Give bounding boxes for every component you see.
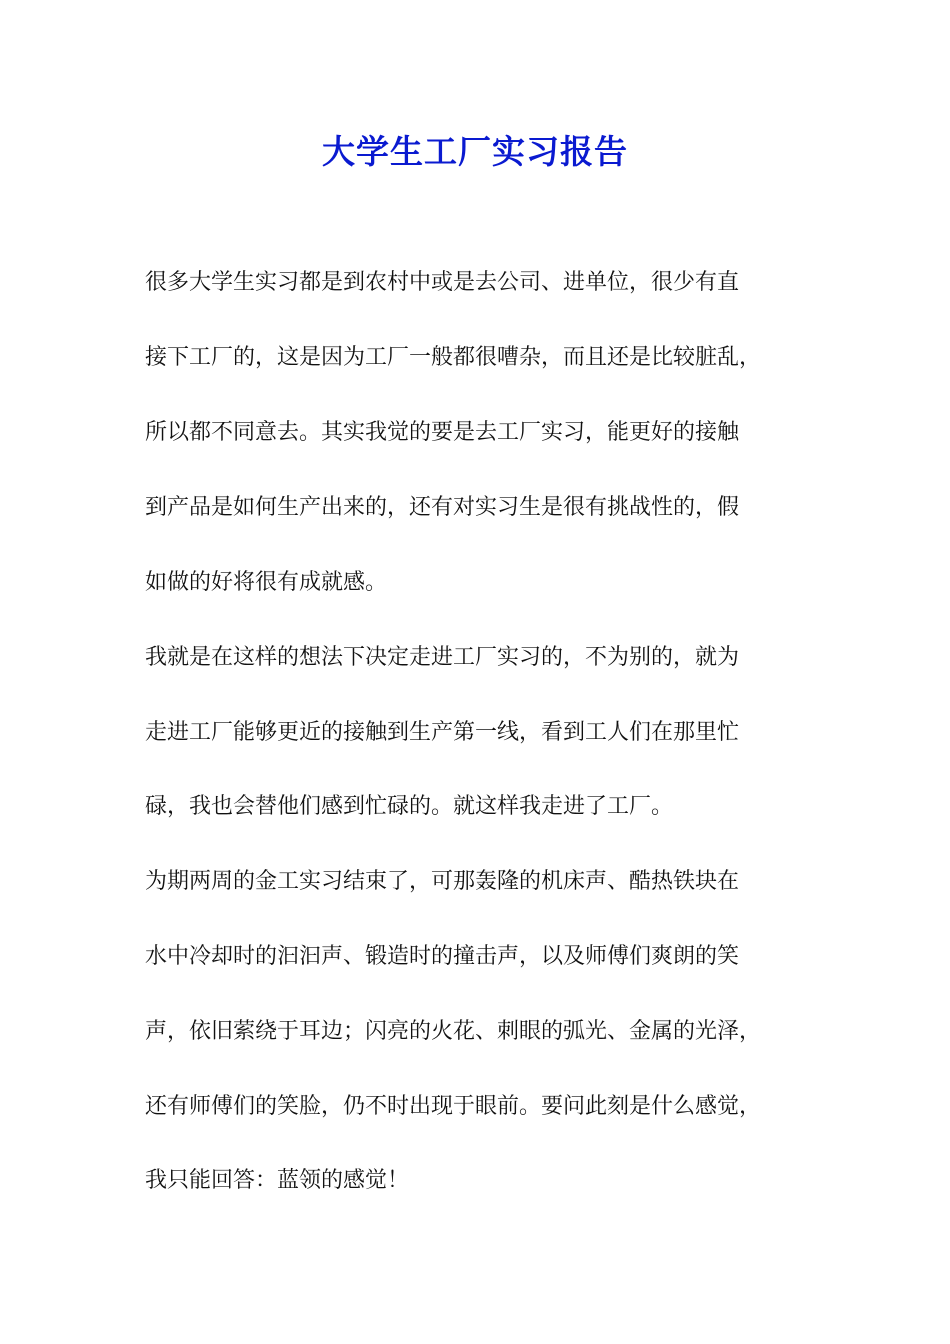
paragraph-1-line-5: 如做的好将很有成就感。 bbox=[145, 570, 388, 595]
paragraph-3-line-1: 为期两周的金工实习结束了，可那轰隆的机床声、酷热铁块在 bbox=[145, 869, 740, 894]
paragraph-3-line-2: 水中冷却时的汩汩声、锻造时的撞击声，以及师傅们爽朗的笑 bbox=[145, 944, 740, 969]
paragraph-1-line-3: 所以都不同意去。其实我觉的要是去工厂实习，能更好的接触 bbox=[145, 420, 740, 445]
paragraph-3-line-3: 声，依旧萦绕于耳边；闪亮的火花、刺眼的弧光、金属的光泽， bbox=[145, 1019, 762, 1044]
paragraph-1-line-2: 接下工厂的，这是因为工厂一般都很嘈杂，而且还是比较脏乱， bbox=[145, 345, 762, 370]
paragraph-1-line-4: 到产品是如何生产出来的，还有对实习生是很有挑战性的，假 bbox=[145, 495, 740, 520]
paragraph-3-line-4: 还有师傅们的笑脸，仍不时出现于眼前。要问此刻是什么感觉， bbox=[145, 1094, 762, 1119]
paragraph-3-line-5: 我只能回答：蓝领的感觉！ bbox=[145, 1168, 410, 1193]
paragraph-2-line-3: 碌，我也会替他们感到忙碌的。就这样我走进了工厂。 bbox=[145, 794, 674, 819]
paragraph-1-line-1: 很多大学生实习都是到农村中或是去公司、进单位，很少有直 bbox=[145, 270, 740, 295]
paragraph-2-line-2: 走进工厂能够更近的接触到生产第一线，看到工人们在那里忙 bbox=[145, 720, 740, 745]
document-title: 大学生工厂实习报告 bbox=[322, 132, 628, 171]
paragraph-2-line-1: 我就是在这样的想法下决定走进工厂实习的，不为别的，就为 bbox=[145, 645, 740, 670]
